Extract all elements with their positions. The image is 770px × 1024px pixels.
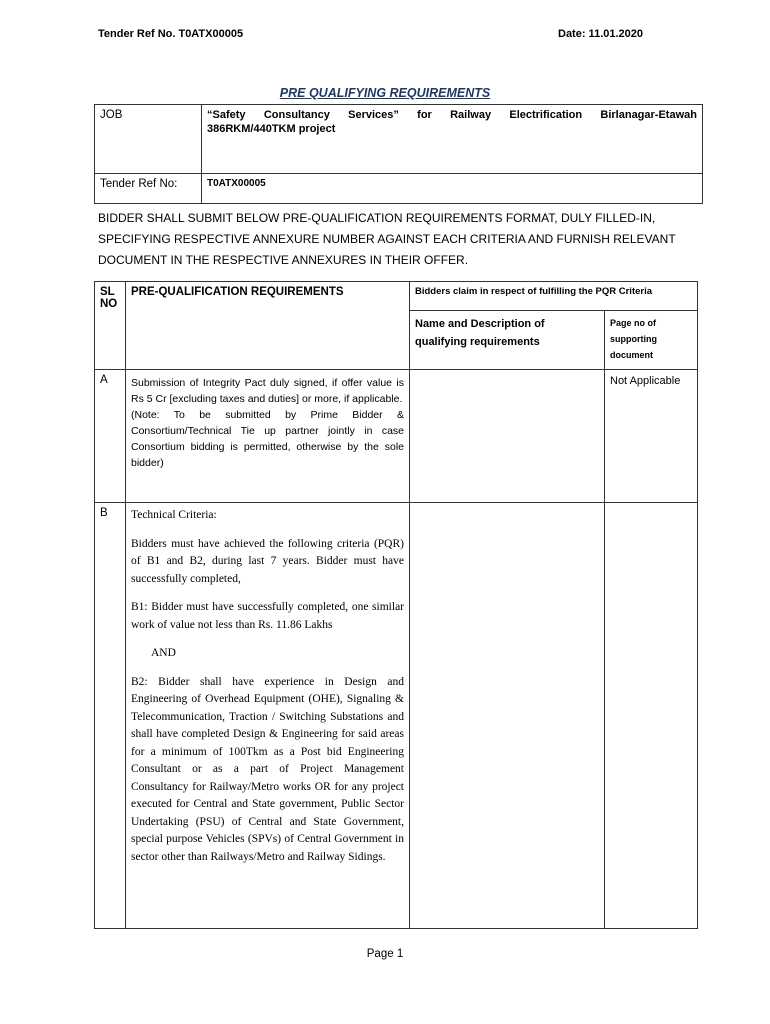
row-a-requirement — [126, 370, 410, 503]
row-b-page-cell — [605, 503, 698, 929]
job-description-line2: 386RKM/440TKM project — [207, 123, 336, 135]
row-b-claim-cell — [410, 503, 605, 929]
job-desc-word: for — [417, 109, 432, 121]
sl-no-header: SL NO — [95, 282, 126, 370]
job-desc-word: Consultancy — [263, 109, 330, 121]
job-desc-word: Services” — [348, 109, 399, 121]
pqr-table — [94, 281, 698, 929]
job-label: JOB — [95, 105, 202, 174]
row-a-page-cell: Not Applicable — [605, 370, 698, 503]
row-a-sl: A — [95, 370, 126, 503]
row-b-b1: B1: Bidder must have successfully completed, one similar work of value not less than Rs. 11.86 Lakhs — [131, 601, 404, 631]
job-desc-word: Birlanagar-Etawah — [600, 109, 697, 121]
bidder-instruction: BIDDER SHALL SUBMIT BELOW PRE-QUALIFICATION REQUIREMENTS FORMAT, DULY FILLED-IN, SPECIFYING RESPECTIVE ANNEXURE NUMBER AGAINST EACH CRITERIA AND FURNISH RELEVANT DOCUMENT IN THE RESPECTIVE ANNEXURES IN THEIR OFFER. — [98, 211, 676, 267]
row-a-claim-cell — [410, 370, 605, 503]
row-b-heading: Technical Criteria: — [131, 509, 217, 521]
job-desc-word: Railway — [450, 109, 492, 121]
row-b-b2: B2: Bidder shall have experience in Design and Engineering of Overhead Equipment (OHE), Signaling & Telecommunication, Traction / Switching Substations and shall have completed Design & Engineering for said areas for a minimum of 100Tkm as a Post bid Engineering Consultant or as a part of Project Management Consultancy for Railway/Metro works OR for any project executed for Central and State government, Public Sector Undertaking (PSU) of Central and State Government, special purpose Vehicles (SPVs) of Central Government in sector other than Railways/Metro and Railway Sidings. — [131, 675, 404, 863]
row-b-and: AND — [151, 647, 176, 659]
tender-ref-label: Tender Ref No: — [95, 174, 202, 204]
bidders-claim-header: Bidders claim in respect of fulfilling the PQR Criteria — [410, 282, 698, 311]
row-a-text: Submission of Integrity Pact duly signed, if offer value is Rs 5 Cr [excluding taxes and duties] or more, if applicable. — [131, 377, 404, 405]
job-desc-word: “Safety — [207, 109, 246, 121]
tender-ref-value: T0ATX00005 — [202, 174, 703, 204]
name-description-header: Name and Description of qualifying requirements — [410, 311, 605, 370]
date-header: Date: 11.01.2020 — [558, 28, 644, 40]
page-number: Page 1 — [366, 948, 404, 960]
job-description-line1 — [207, 109, 697, 121]
requirements-header: PRE-QUALIFICATION REQUIREMENTS — [126, 282, 410, 370]
row-b-paragraph: Bidders must have achieved the following criteria (PQR) of B1 and B2, during last 7 years. Bidder must have successfully completed, — [131, 537, 404, 585]
page-no-header: Page no of supporting document — [605, 311, 698, 370]
page-title: PRE QUALIFYING REQUIREMENTS — [279, 86, 491, 100]
row-b-requirement — [126, 503, 410, 929]
row-a-note: (Note: To be submitted by Prime Bidder & Consortium/Technical Tie up partner jointly in case Consortium bidding is permitted, otherwise by the sole bidder) — [131, 409, 404, 469]
job-desc-word: Electrification — [509, 109, 583, 121]
job-table — [94, 104, 703, 204]
row-b-sl: B — [95, 503, 126, 929]
tender-ref-header: Tender Ref No. T0ATX00005 — [98, 28, 244, 40]
job-description — [202, 105, 703, 174]
